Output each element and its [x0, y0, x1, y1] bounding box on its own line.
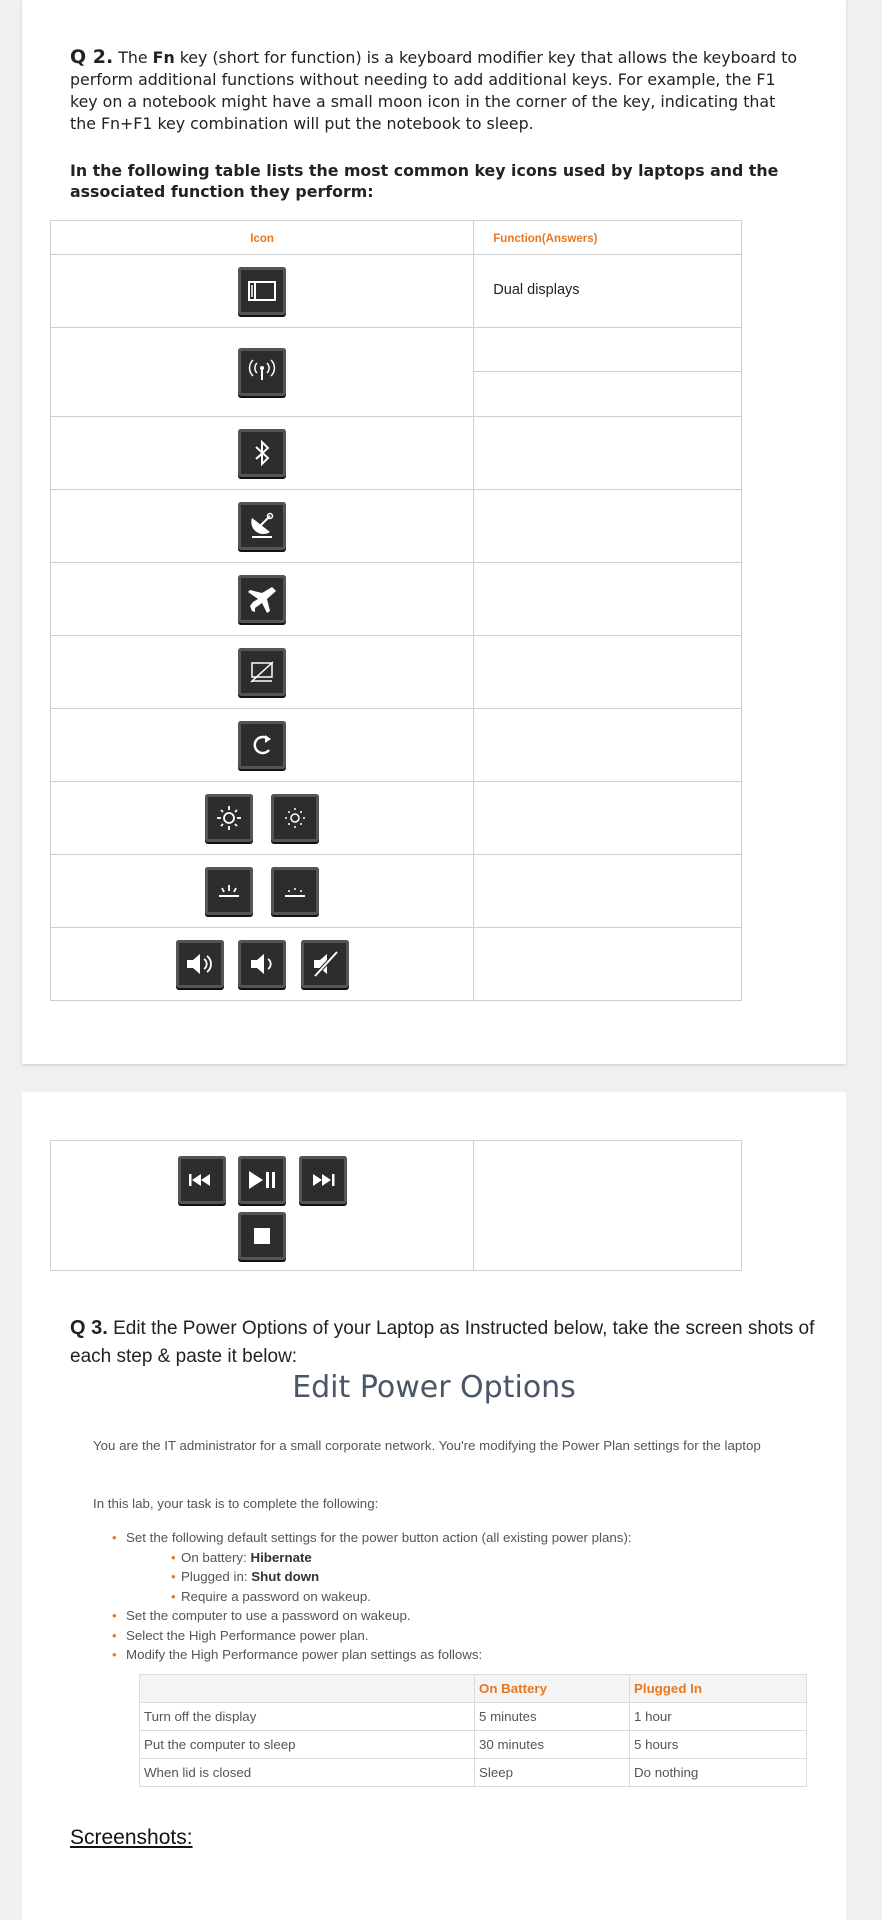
plugged-value: 1 hour — [630, 1703, 807, 1731]
keyboard-backlight-down-icon — [271, 867, 319, 915]
setting-name: Turn off the display — [140, 1703, 475, 1731]
on-battery-label: On battery: — [181, 1549, 251, 1565]
dual-display-icon — [238, 267, 286, 315]
answer-cell[interactable] — [474, 928, 742, 1001]
function-header-cell — [474, 221, 742, 255]
task-power-button: Set the following default settings for the power button action (all existing power plans): — [126, 1530, 632, 1545]
edit-power-options-title: Edit Power Options — [292, 1370, 576, 1405]
battery-value: 5 minutes — [475, 1703, 630, 1731]
plugged-in-header: Plugged In — [630, 1675, 807, 1703]
table-row — [140, 1759, 807, 1787]
document-page-2 — [22, 1092, 846, 1920]
keyboard-backlight-up-icon — [205, 867, 253, 915]
q2-instruction: In the following table lists the most common key icons used by laptops and the associated function they perform: — [70, 161, 779, 201]
subtask-item — [171, 1548, 792, 1568]
icon-cell — [51, 563, 474, 636]
q3-number: Q 3. — [70, 1317, 108, 1339]
answer-cell — [474, 255, 742, 328]
airplane-icon — [238, 575, 286, 623]
key-icon-table — [50, 220, 742, 1001]
previous-track-icon — [178, 1156, 226, 1204]
task-item — [112, 1606, 792, 1626]
power-plan-table — [139, 1674, 807, 1787]
icon-cell — [51, 636, 474, 709]
q2-paragraph — [70, 46, 798, 135]
document-page-1 — [22, 0, 846, 1064]
icon-header-cell — [51, 221, 474, 255]
plugged-value: Do nothing — [630, 1759, 807, 1787]
bluetooth-icon — [238, 429, 286, 477]
media-key-table — [50, 1140, 742, 1271]
on-battery-value: Hibernate — [250, 1549, 312, 1565]
answer-cell[interactable] — [474, 563, 742, 636]
q3-text: Edit the Power Options of your Laptop as Instructed below, take the screen shots of each step & paste it below: — [70, 1318, 815, 1367]
answer-cell[interactable] — [474, 490, 742, 563]
function-column-header: Function(Answers) — [493, 232, 598, 245]
volume-up-icon — [176, 940, 224, 988]
media-key-row — [51, 1156, 473, 1204]
icon-cell — [51, 490, 474, 563]
answer-cell[interactable] — [474, 328, 742, 372]
icon-cell — [51, 1141, 474, 1271]
battery-value: 30 minutes — [475, 1731, 630, 1759]
answer-cell[interactable] — [474, 782, 742, 855]
task-intro: In this lab, your task is to complete the following: — [93, 1496, 379, 1511]
fn-key-text: Fn — [152, 48, 175, 67]
on-battery-header: On Battery — [475, 1675, 630, 1703]
subtask-list — [126, 1548, 792, 1607]
table-row — [140, 1703, 807, 1731]
icon-cell — [51, 782, 474, 855]
plugged-in-label: Plugged in: — [181, 1569, 252, 1584]
satellite-dish-icon — [238, 502, 286, 550]
task-modify-plan: Modify the High Performance power plan settings as follows: — [126, 1647, 483, 1662]
icon-cell — [51, 328, 474, 417]
mute-icon — [301, 940, 349, 988]
play-pause-icon — [238, 1156, 286, 1204]
answer-dual-displays[interactable]: Dual displays — [493, 282, 580, 298]
answer-cell[interactable] — [474, 855, 742, 928]
stop-key-row — [51, 1212, 473, 1260]
subtask-item — [171, 1587, 792, 1607]
plugged-value: 5 hours — [630, 1731, 807, 1759]
refresh-icon — [238, 721, 286, 769]
next-track-icon — [299, 1156, 347, 1204]
task-password-wakeup: Set the computer to use a password on wakeup. — [126, 1608, 411, 1623]
icon-cell — [51, 928, 474, 1001]
icon-cell — [51, 417, 474, 490]
answer-cell[interactable] — [474, 417, 742, 490]
task-item — [112, 1528, 792, 1606]
icon-cell — [51, 709, 474, 782]
answer-cell[interactable] — [474, 636, 742, 709]
q2-text-rest: key (short for function) is a keyboard modifier key that allows the keyboard to perform additional functions without needing to add additional keys. For example, the F1 key on a notebook might have a small moon icon in the corner of the key, indicating that the Fn+F1 key combination will put the notebook to sleep. — [70, 48, 798, 133]
table-row — [140, 1731, 807, 1759]
plugged-in-value: Shut down — [251, 1569, 320, 1584]
touchpad-disabled-icon — [238, 648, 286, 696]
lab-intro: You are the IT administrator for a small corporate network. You're modifying the Power Plan settings for the laptop — [93, 1438, 761, 1453]
brightness-up-icon — [205, 794, 253, 842]
wireless-antenna-icon — [238, 348, 286, 396]
volume-down-icon — [238, 940, 286, 988]
q2-text-start: The — [118, 48, 153, 67]
setting-name: When lid is closed — [140, 1759, 475, 1787]
q2-number: Q 2. — [70, 46, 114, 68]
icon-column-header: Icon — [250, 232, 274, 245]
icon-cell — [51, 855, 474, 928]
answer-cell[interactable] — [474, 709, 742, 782]
icon-cell — [51, 255, 474, 328]
task-select-plan: Select the High Performance power plan. — [126, 1627, 369, 1643]
subtask-item — [171, 1567, 792, 1587]
plan-header-blank — [140, 1675, 475, 1703]
answer-cell[interactable] — [474, 372, 742, 417]
task-item — [112, 1645, 792, 1665]
brightness-down-icon — [271, 794, 319, 842]
setting-name: Put the computer to sleep — [140, 1731, 475, 1759]
require-password-text: Require a password on wakeup. — [181, 1588, 371, 1604]
q3-paragraph — [70, 1314, 830, 1371]
answer-cell[interactable] — [474, 1141, 742, 1271]
stop-icon — [238, 1212, 286, 1260]
task-item — [112, 1626, 792, 1646]
task-list — [112, 1528, 792, 1665]
screenshots-heading: Screenshots: — [70, 1826, 193, 1849]
battery-value: Sleep — [475, 1759, 630, 1787]
